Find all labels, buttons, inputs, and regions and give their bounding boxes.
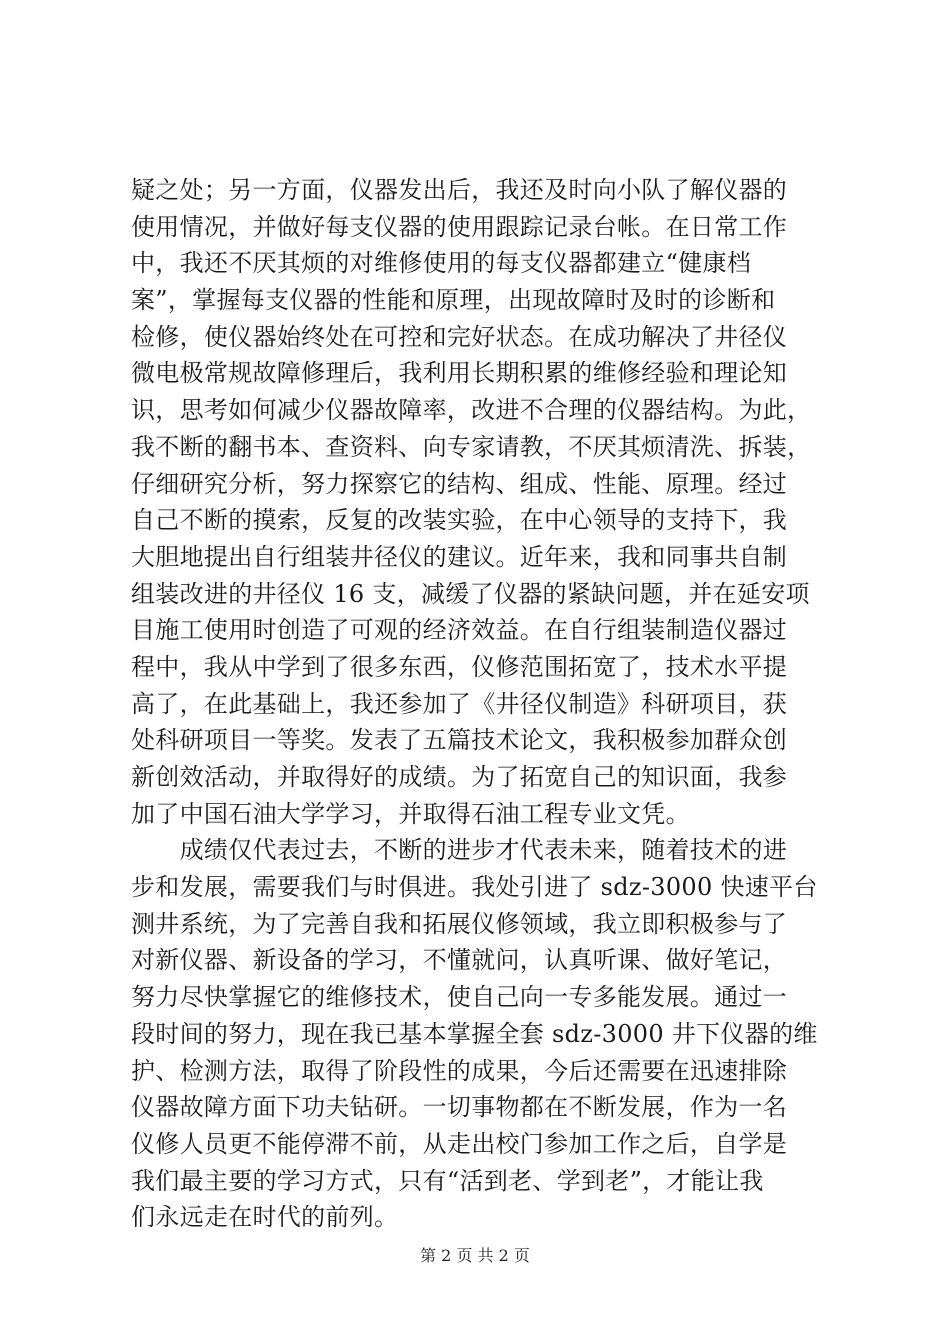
- text-line: 检修，使仪器始终处在可控和完好状态。在成功解决了井径仪: [131, 322, 788, 351]
- text-line: 目施工使用时创造了可观的经济效益。在自行组装制造仪器过: [131, 616, 788, 645]
- text-line: 中，我还不厌其烦的对维修使用的每支仪器都建立“健康档: [131, 249, 752, 278]
- text-line: 对新仪器、新设备的学习，不懂就问，认真听课、做好笔记，: [131, 946, 788, 975]
- text-line: 新创效活动，并取得好的成绩。为了拓宽自己的知识面，我参: [131, 763, 788, 791]
- body-text: [131, 172, 831, 1236]
- page-number-footer: 第 2 页 共 2 页: [420, 1246, 530, 1265]
- text-line: 们永远走在时代的前列。: [131, 1203, 399, 1232]
- text-line: 处科研项目一等奖。发表了五篇技术论文，我积极参加群众创: [131, 726, 788, 755]
- text-line: 案”，掌握每支仪器的性能和原理，出现故障时及时的诊断和: [131, 286, 776, 315]
- text-line: 护、检测方法，取得了阶段性的成果，今后还需要在迅速排除: [131, 1056, 788, 1085]
- text-line: 微电极常规故障修理后，我利用长期积累的维修经验和理论知: [131, 359, 788, 388]
- text-line: 段时间的努力，现在我已基本掌握全套 sdz-3000 井下仪器的维: [131, 1019, 818, 1048]
- text-line: 自己不断的摸索，反复的改装实验，在中心领导的支持下，我: [131, 506, 788, 535]
- text-line: 成绩仅代表过去，不断的进步才代表未来，随着技术的进: [131, 836, 788, 865]
- text-line: 努力尽快掌握它的维修技术，使自己向一专多能发展。通过一: [131, 983, 788, 1012]
- text-line: 加了中国石油大学学习，并取得石油工程专业文凭。: [131, 799, 690, 828]
- text-line: 仪修人员更不能停滞不前，从走出校门参加工作之后，自学是: [131, 1129, 788, 1158]
- text-line: 使用情况，并做好每支仪器的使用跟踪记录台帐。在日常工作: [131, 212, 788, 241]
- text-line: 高了，在此基础上，我还参加了《井径仪制造》科研项目，获: [131, 689, 788, 718]
- text-line: 疑之处；另一方面，仪器发出后，我还及时向小队了解仪器的: [131, 176, 788, 204]
- text-line: 程中，我从中学到了很多东西，仪修范围拓宽了，技术水平提: [131, 652, 788, 681]
- text-line: 组装改进的井径仪 16 支，减缓了仪器的紧缺问题，并在延安项: [131, 579, 810, 608]
- text-line: 仪器故障方面下功夫钻研。一切事物都在不断发展，作为一名: [131, 1093, 788, 1122]
- text-line: 步和发展，需要我们与时俱进。我处引进了 sdz-3000 快速平台: [131, 873, 818, 902]
- text-line: 大胆地提出自行组装井径仪的建议。近年来，我和同事共自制: [131, 542, 788, 571]
- text-line: 我不断的翻书本、查资料、向专家请教，不厌其烦清洗、拆装，: [131, 432, 812, 461]
- text-line: 测井系统，为了完善自我和拓展仪修领域，我立即积极参与了: [131, 909, 788, 938]
- text-line: 我们最主要的学习方式，只有“活到老、学到老”，才能让我: [131, 1166, 764, 1195]
- text-line: 仔细研究分析，努力探察它的结构、组成、性能、原理。经过: [131, 469, 788, 498]
- text-line: 识，思考如何减少仪器故障率，改进不合理的仪器结构。为此，: [131, 396, 812, 425]
